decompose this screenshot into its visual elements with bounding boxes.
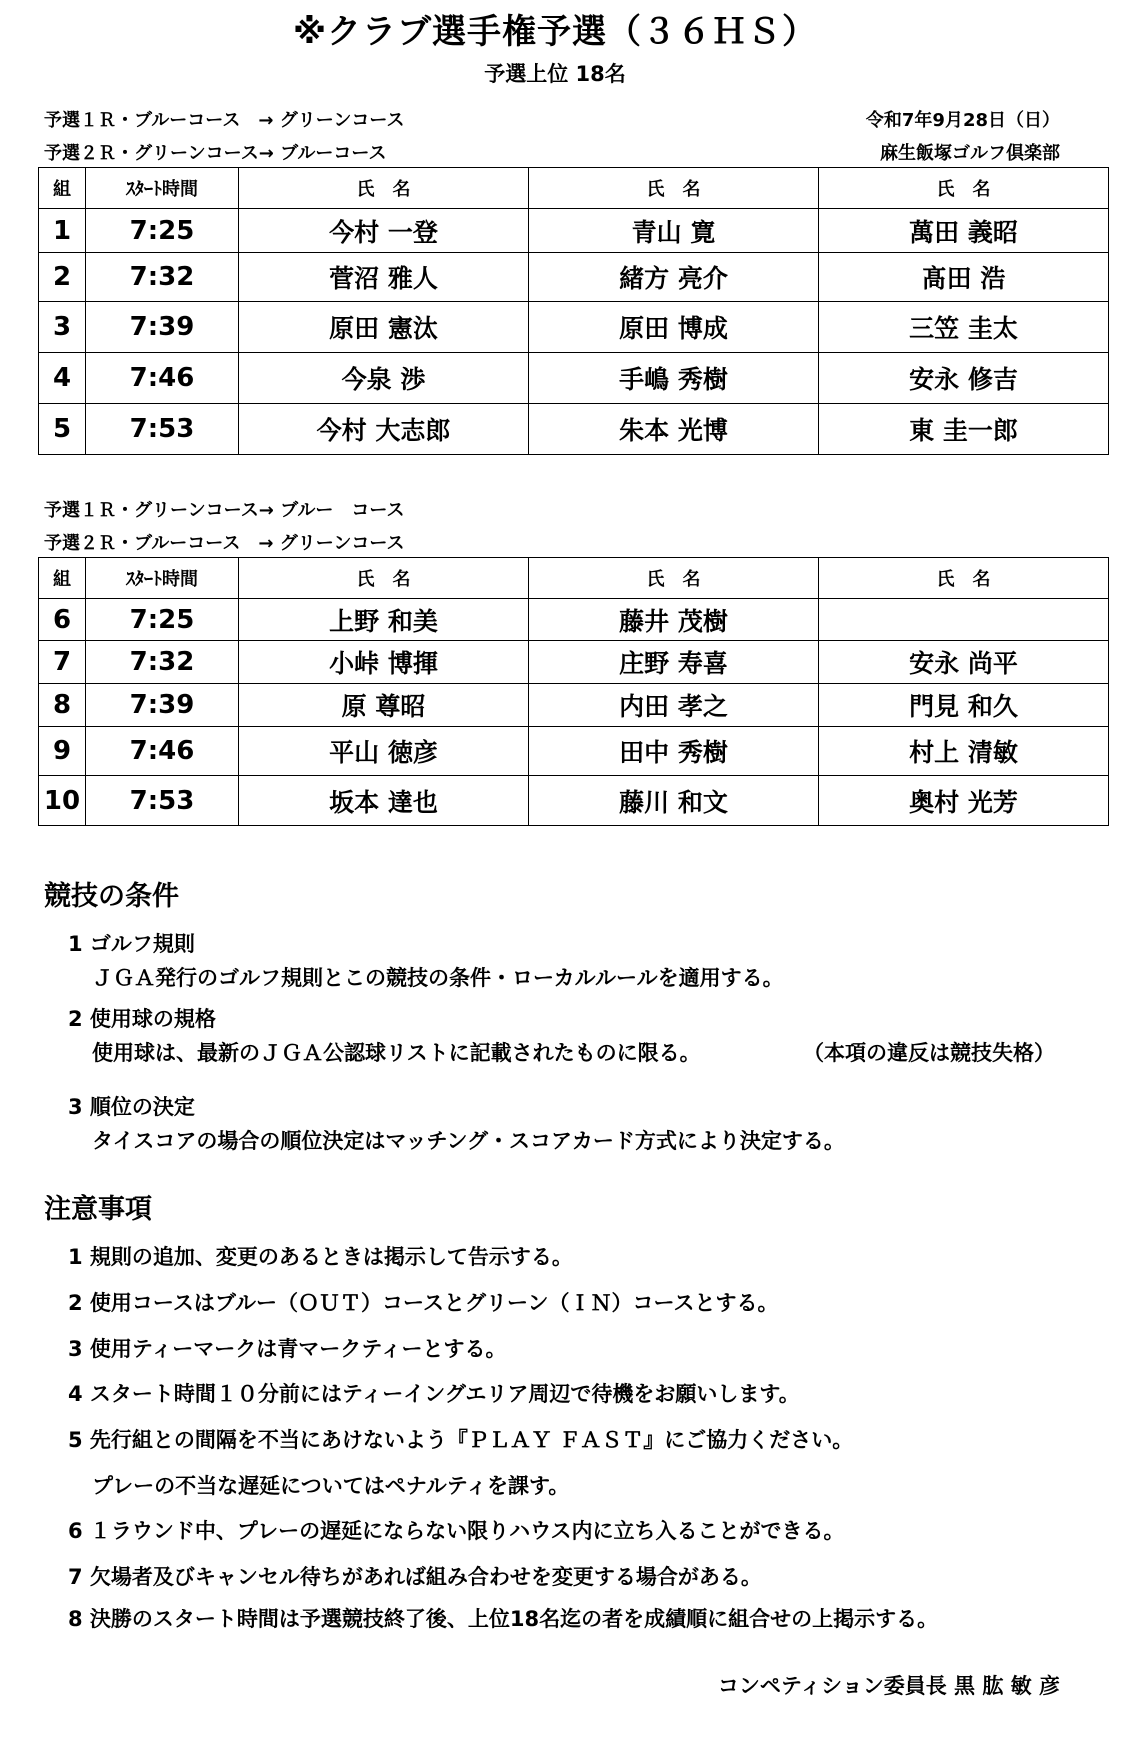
section2-route2: 予選２Ｒ・ブルーコース → グリーンコース: [44, 533, 405, 554]
page-title: ※クラブ選手権予選（３６ＨＳ）: [292, 12, 818, 52]
player-name: 三笠 圭太: [819, 302, 1109, 353]
player-name: 今村 大志郎: [239, 404, 529, 455]
player-name: 朱本 光博: [529, 404, 819, 455]
condition-note: （本項の違反は競技失格）: [803, 1041, 1055, 1065]
table-row: [39, 727, 1109, 776]
player-name: 原田 憲汰: [239, 302, 529, 353]
player-name: 小峠 博揮: [239, 641, 529, 684]
start-time: 7:32: [86, 253, 239, 302]
condition-body: ＪＧＡ発行のゴルフ規則とこの競技の条件・ローカルルールを適用する。: [92, 966, 784, 990]
start-time: 7:25: [86, 209, 239, 253]
condition-body: 使用球は、最新のＪＧＡ公認球リストに記載されたものに限る。: [92, 1041, 701, 1065]
condition-title: 3 順位の決定: [68, 1095, 195, 1119]
condition-title: 1 ゴルフ規則: [68, 932, 195, 956]
start-time: 7:53: [86, 776, 239, 826]
note-item: 7 欠場者及びキャンセル待ちがあれば組み合わせを変更する場合がある。: [68, 1565, 762, 1589]
note-item: 5 先行組との間隔を不当にあけないよう『ＰＬＡＹ ＦＡＳＴ』にご協力ください。: [68, 1428, 854, 1452]
section1-route2: 予選２Ｒ・グリーンコース→ ブルーコース: [44, 143, 387, 164]
table-row: [39, 209, 1109, 253]
event-date: 令和7年9月28日（日）: [865, 110, 1060, 131]
note-item: 3 使用ティーマークは青マークティーとする。: [68, 1337, 507, 1361]
section1-route1: 予選１Ｒ・ブルーコース → グリーンコース: [44, 110, 405, 131]
note-item: 2 使用コースはブルー（ＯＵＴ）コースとグリーン（ＩＮ）コースとする。: [68, 1291, 779, 1315]
header-name: 氏 名: [239, 168, 529, 209]
start-time: 7:46: [86, 353, 239, 404]
start-time: 7:53: [86, 404, 239, 455]
header-group: 組: [39, 168, 86, 209]
player-name: 髙田 浩: [819, 253, 1109, 302]
header-name: 氏 名: [819, 168, 1109, 209]
player-name: 庄野 寿喜: [529, 641, 819, 684]
start-time: 7:39: [86, 684, 239, 727]
player-name: 門見 和久: [819, 684, 1109, 727]
table-header-row: [39, 558, 1109, 599]
table-row: [39, 641, 1109, 684]
player-name: 安永 修吉: [819, 353, 1109, 404]
section2-route1: 予選１Ｒ・グリーンコース→ ブルー コース: [44, 500, 405, 521]
condition-title: 2 使用球の規格: [68, 1007, 216, 1031]
player-name: 緒方 亮介: [529, 253, 819, 302]
group-number: 1: [39, 209, 86, 253]
pairing-table-2: [38, 557, 1109, 826]
header-name: 氏 名: [239, 558, 529, 599]
note-item: 1 規則の追加、変更のあるときは掲示して告示する。: [68, 1245, 573, 1269]
note-item: 8 決勝のスタート時間は予選競技終了後、上位18名迄の者を成績順に組合せの上掲示する。: [68, 1607, 939, 1631]
group-number: 8: [39, 684, 86, 727]
group-number: 4: [39, 353, 86, 404]
player-name: 今泉 渉: [239, 353, 529, 404]
player-name: 東 圭一郎: [819, 404, 1109, 455]
table-row: [39, 684, 1109, 727]
player-name: 原田 博成: [529, 302, 819, 353]
group-number: 9: [39, 727, 86, 776]
page-subtitle: 予選上位 18名: [484, 62, 626, 86]
condition-body: タイスコアの場合の順位決定はマッチング・スコアカード方式により決定する。: [92, 1129, 845, 1153]
player-name: 今村 一登: [239, 209, 529, 253]
note-item: 4 スタート時間１０分前にはティーイングエリア周辺で待機をお願いします。: [68, 1382, 800, 1406]
player-name: 田中 秀樹: [529, 727, 819, 776]
group-number: 2: [39, 253, 86, 302]
player-name: 安永 尚平: [819, 641, 1109, 684]
player-name: [819, 599, 1109, 641]
notes-heading: 注意事項: [44, 1194, 152, 1225]
player-name: 藤井 茂樹: [529, 599, 819, 641]
start-time: 7:25: [86, 599, 239, 641]
group-number: 5: [39, 404, 86, 455]
table-row: [39, 776, 1109, 826]
table-header-row: [39, 168, 1109, 209]
note-item: 6 １ラウンド中、プレーの遅延にならない限りハウス内に立ち入ることができる。: [68, 1519, 845, 1543]
player-name: 村上 清敏: [819, 727, 1109, 776]
header-start-time: ｽﾀｰﾄ時間: [86, 168, 239, 209]
start-time: 7:39: [86, 302, 239, 353]
table-row: [39, 302, 1109, 353]
signature: コンペティション委員長 黒 肱 敏 彦: [717, 1674, 1060, 1698]
player-name: 菅沼 雅人: [239, 253, 529, 302]
conditions-heading: 競技の条件: [44, 881, 179, 912]
player-name: 坂本 達也: [239, 776, 529, 826]
pairing-table-1: [38, 167, 1109, 455]
group-number: 3: [39, 302, 86, 353]
player-name: 原 尊昭: [239, 684, 529, 727]
header-start-time: ｽﾀｰﾄ時間: [86, 558, 239, 599]
table-row: [39, 353, 1109, 404]
player-name: 藤川 和文: [529, 776, 819, 826]
group-number: 6: [39, 599, 86, 641]
table-row: [39, 404, 1109, 455]
player-name: 内田 孝之: [529, 684, 819, 727]
player-name: 萬田 義昭: [819, 209, 1109, 253]
group-number: 10: [39, 776, 86, 826]
club-name: 麻生飯塚ゴルフ倶楽部: [880, 143, 1060, 164]
header-name: 氏 名: [819, 558, 1109, 599]
player-name: 奥村 光芳: [819, 776, 1109, 826]
header-name: 氏 名: [529, 558, 819, 599]
player-name: 手嶋 秀樹: [529, 353, 819, 404]
player-name: 青山 寛: [529, 209, 819, 253]
player-name: 上野 和美: [239, 599, 529, 641]
start-time: 7:46: [86, 727, 239, 776]
player-name: 平山 徳彦: [239, 727, 529, 776]
header-group: 組: [39, 558, 86, 599]
header-name: 氏 名: [529, 168, 819, 209]
start-time: 7:32: [86, 641, 239, 684]
note-item-continuation: プレーの不当な遅延についてはペナルティを課す。: [92, 1474, 570, 1498]
group-number: 7: [39, 641, 86, 684]
table-row: [39, 253, 1109, 302]
table-row: [39, 599, 1109, 641]
